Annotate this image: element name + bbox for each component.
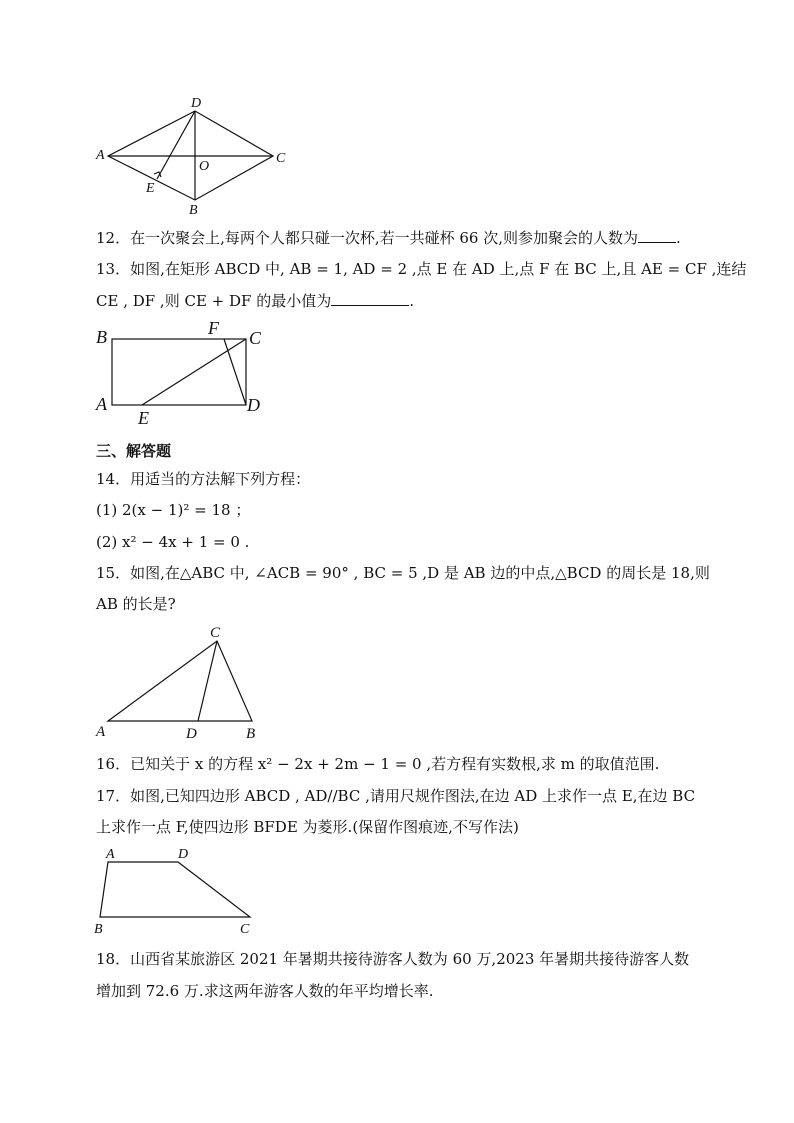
label-c: C (276, 151, 286, 166)
question-17-line2: 上求作一点 F,使四边形 BFDE 为菱形.(保留作图痕迹,不写作法) (96, 818, 519, 836)
q12-end: . (676, 229, 681, 247)
q12-answer-blank[interactable] (638, 226, 676, 243)
segment-fd (224, 339, 246, 405)
question-14-part1: (1) 2(x − 1)² = 18 ； (96, 501, 251, 519)
label-a: A (96, 724, 106, 740)
section-title: 三、解答题 (96, 442, 172, 460)
label-c: C (210, 625, 221, 641)
label-d: D (191, 96, 202, 111)
q13-line1: 13．如图,在矩形 ABCD 中, AB = 1, AD = 2 ,点 E 在 AD 上,点 F 在 BC 上,且 AE = CF ,连结 (96, 260, 747, 278)
question-16: 16．已知关于 x 的方程 x² − 2x + 2m − 1 = 0 ,若方程有实数根,求 m 的取值范围. (96, 755, 660, 773)
question-14-intro: 14．用适当的方法解下列方程： (96, 470, 311, 488)
question-15-line2: AB 的长是? (96, 595, 176, 613)
label-f: F (208, 318, 219, 338)
rectangle-figure (90, 318, 270, 430)
label-e: E (146, 181, 155, 196)
trapezoid-figure (90, 844, 265, 936)
q13-line2: CE , DF ,则 CE + DF 的最小值为 (96, 292, 332, 310)
triangle-outline (108, 641, 252, 721)
label-b: B (94, 922, 103, 936)
label-o: O (199, 159, 210, 174)
question-15-line1: 15．如图,在△ABC 中, ∠ACB = 90° , BC = 5 ,D 是 AB 边的中点,△BCD 的周长是 18,则 (96, 564, 710, 582)
q12-text: 12．在一次聚会上,每两个人都只碰一次杯,若一共碰杯 66 次,则参加聚会的人数为 (96, 229, 639, 247)
label-a: A (106, 847, 115, 862)
q13-end: . (409, 292, 414, 310)
question-17-line1: 17．如图,已知四边形 ABCD , AD//BC ,请用尺规作图法,在边 AD 上求作一点 E,在边 BC (96, 787, 696, 805)
label-e: E (138, 408, 149, 428)
label-d: D (247, 395, 260, 415)
question-18-line2: 增加到 72.6 万.求这两年游客人数的年平均增长率. (96, 982, 434, 1000)
label-a: A (96, 148, 105, 163)
question-13-line2 (96, 289, 414, 312)
label-b: B (96, 327, 107, 347)
label-b: B (189, 203, 198, 217)
label-b: B (246, 726, 256, 742)
label-d: D (186, 726, 197, 742)
question-18-line1: 18．山西省某旅游区 2021 年暑期共接待游客人数为 60 万,2023 年暑期共接待游客人数 (96, 950, 690, 968)
triangle-figure (90, 620, 280, 745)
segment-ce (142, 339, 246, 405)
label-c: C (249, 328, 262, 348)
question-13-line1 (96, 258, 746, 280)
q13-answer-blank[interactable] (331, 289, 409, 306)
label-c: C (240, 922, 250, 936)
rhombus-figure (90, 92, 300, 217)
label-d: D (178, 847, 189, 862)
question-14-part2: (2) x² − 4x + 1 = 0 . (96, 533, 250, 551)
trapezoid-outline (100, 862, 250, 917)
question-12 (96, 226, 681, 249)
label-a: A (96, 394, 107, 414)
rectangle-outline (112, 339, 246, 405)
